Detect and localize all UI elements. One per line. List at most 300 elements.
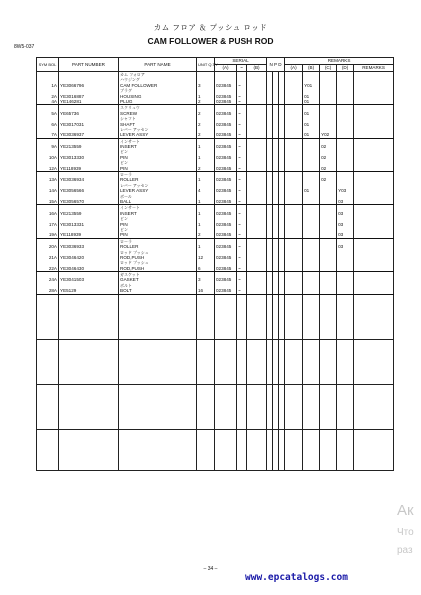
page-number: – 34 – xyxy=(203,566,218,572)
part-name-en: PIN xyxy=(120,221,128,227)
part-name-jp: ローラ xyxy=(120,172,132,178)
watermark-line-2: Что xyxy=(397,527,414,538)
qty-cell: 2 xyxy=(197,99,215,105)
empty-cell xyxy=(285,294,303,339)
table-row xyxy=(37,149,394,160)
serial-tilde-cell: ~ xyxy=(237,127,247,138)
table-row xyxy=(37,138,394,149)
remarks-cell xyxy=(354,250,394,261)
empty-cell xyxy=(354,294,394,339)
part-name-cell xyxy=(119,227,197,238)
remark-a-cell xyxy=(285,283,303,294)
remark-c-cell xyxy=(320,238,337,249)
remark-b-cell: 01 xyxy=(303,105,320,116)
empty-cell xyxy=(237,294,247,339)
remark-d-cell: 03 xyxy=(337,194,354,205)
remark-a-cell xyxy=(285,227,303,238)
empty-block xyxy=(37,429,394,470)
remark-c-cell: 02 xyxy=(320,172,337,183)
empty-cell xyxy=(337,294,354,339)
remark-c-cell xyxy=(320,183,337,194)
remark-a-cell xyxy=(285,72,303,89)
remark-a-cell xyxy=(285,183,303,194)
part-name-en: LEVER ASSY xyxy=(120,188,149,194)
remarks-cell xyxy=(354,283,394,294)
remark-b-cell xyxy=(303,172,320,183)
empty-cell xyxy=(354,339,394,384)
remark-c-cell xyxy=(320,216,337,227)
part-number-cell: YE3056566 xyxy=(59,183,119,194)
part-name-en: ROD,PUSH xyxy=(120,254,145,260)
table-row xyxy=(37,227,394,238)
remark-a-cell xyxy=(285,272,303,283)
part-number-cell: YE5129 xyxy=(59,283,119,294)
part-number-cell: YE213559 xyxy=(59,138,119,149)
remark-d-cell xyxy=(337,283,354,294)
remark-c-cell: 02 xyxy=(320,149,337,160)
serial-a-cell: 023845 xyxy=(215,99,237,105)
part-name-cell xyxy=(119,116,197,127)
qty-cell: 3 xyxy=(197,272,215,283)
remarks-cell xyxy=(354,272,394,283)
part-name-jp: ガスケット xyxy=(120,272,140,278)
part-name-jp: ボルト xyxy=(120,282,132,288)
table-row xyxy=(37,127,394,138)
remark-d-cell xyxy=(337,172,354,183)
serial-a-cell: 023845 xyxy=(215,149,237,160)
part-name-jp: スクリュウ xyxy=(120,105,140,111)
remark-c-cell xyxy=(320,116,337,127)
remark-c-cell xyxy=(320,88,337,99)
symbol-cell: 7A xyxy=(37,127,59,138)
qty-cell: 1 xyxy=(197,238,215,249)
symbol-cell: 12A xyxy=(37,160,59,171)
part-name-jp: ハウジング xyxy=(120,77,140,83)
col-rem-a: (A) xyxy=(285,65,303,72)
site-url[interactable]: www.epcatalogs.com xyxy=(245,572,348,583)
part-name-jp: レバー アッセン xyxy=(120,126,149,132)
symbol-cell: 4A xyxy=(37,99,59,105)
part-name-en: ROLLER xyxy=(120,244,139,250)
empty-cell xyxy=(59,384,119,429)
empty-cell xyxy=(320,384,337,429)
remarks-cell xyxy=(354,116,394,127)
part-name-cell xyxy=(119,160,197,171)
serial-a-cell: 023845 xyxy=(215,116,237,127)
col-rem-c: (C) xyxy=(320,65,337,72)
empty-cell xyxy=(119,384,197,429)
empty-cell xyxy=(320,339,337,384)
empty-cell xyxy=(320,429,337,470)
part-name-cell xyxy=(119,105,197,116)
empty-cell xyxy=(247,294,267,339)
table-row xyxy=(37,250,394,261)
serial-a-cell: 023845 xyxy=(215,72,237,89)
symbol-cell: 9A xyxy=(37,138,59,149)
serial-tilde-cell: ~ xyxy=(237,172,247,183)
serial-a-cell: 023845 xyxy=(215,172,237,183)
part-number-cell: YE3013330 xyxy=(59,149,119,160)
symbol-cell: 21A xyxy=(37,250,59,261)
qty-cell: 6 xyxy=(197,260,215,271)
remarks-cell xyxy=(354,160,394,171)
qty-cell: 3 xyxy=(197,72,215,89)
remark-b-cell xyxy=(303,283,320,294)
remark-c-cell xyxy=(320,227,337,238)
serial-tilde-cell: ~ xyxy=(237,116,247,127)
remark-c-cell xyxy=(320,194,337,205)
remark-a-cell xyxy=(285,88,303,99)
serial-b-cell xyxy=(247,149,267,160)
remark-b-cell xyxy=(303,216,320,227)
qty-cell: 1 xyxy=(197,172,215,183)
part-name-en: ROLLER xyxy=(120,177,139,183)
symbol-cell: 15A xyxy=(37,194,59,205)
symbol-cell: 20A xyxy=(37,238,59,249)
symbol-cell: 6A xyxy=(37,116,59,127)
empty-cell xyxy=(59,339,119,384)
remark-d-cell xyxy=(337,138,354,149)
remark-c-cell xyxy=(320,260,337,271)
remark-a-cell xyxy=(285,127,303,138)
remarks-cell xyxy=(354,205,394,216)
serial-a-cell: 023845 xyxy=(215,194,237,205)
remark-c-cell: Y02 xyxy=(320,127,337,138)
col-remarks: REMARKS xyxy=(354,65,394,72)
table-row xyxy=(37,216,394,227)
serial-tilde-cell: ~ xyxy=(237,205,247,216)
remark-b-cell: Y01 xyxy=(303,72,320,89)
serial-b-cell xyxy=(247,105,267,116)
empty-cell xyxy=(237,339,247,384)
part-name-en: SHAFT xyxy=(120,121,136,127)
remarks-cell xyxy=(354,127,394,138)
part-name-cell xyxy=(119,72,197,89)
serial-a-cell: 023845 xyxy=(215,260,237,271)
serial-a-cell: 023845 xyxy=(215,160,237,171)
qty-cell: 2 xyxy=(197,116,215,127)
qty-cell: 16 xyxy=(197,283,215,294)
part-name-cell xyxy=(119,250,197,261)
part-name-jp: インサート xyxy=(120,205,140,211)
serial-tilde-cell: ~ xyxy=(237,272,247,283)
empty-cell xyxy=(37,429,59,470)
part-number-cell: YE3036937 xyxy=(59,127,119,138)
remarks-cell xyxy=(354,72,394,89)
remarks-cell xyxy=(354,88,394,99)
symbol-cell: 13A xyxy=(37,172,59,183)
part-name-jp: ピン xyxy=(120,160,128,166)
part-name-cell xyxy=(119,183,197,194)
remark-a-cell xyxy=(285,260,303,271)
qty-cell: 1 xyxy=(197,194,215,205)
remarks-cell xyxy=(354,105,394,116)
watermark-line-3: раз xyxy=(397,545,413,556)
remark-d-cell xyxy=(337,127,354,138)
part-number-cell: YE118939 xyxy=(59,160,119,171)
col-part-number: PART NUMBER xyxy=(59,58,119,72)
serial-tilde-cell: ~ xyxy=(237,227,247,238)
serial-a-cell: 023845 xyxy=(215,138,237,149)
empty-block xyxy=(37,339,394,384)
empty-cell xyxy=(215,384,237,429)
remark-d-cell xyxy=(337,250,354,261)
serial-b-cell xyxy=(247,238,267,249)
serial-b-cell xyxy=(247,183,267,194)
empty-cell xyxy=(237,429,247,470)
empty-cell xyxy=(215,429,237,470)
part-name-cell xyxy=(119,238,197,249)
remarks-cell xyxy=(354,149,394,160)
remark-b-cell: 01 xyxy=(303,88,320,99)
empty-cell xyxy=(37,384,59,429)
symbol-cell: 5A xyxy=(37,105,59,116)
empty-cell xyxy=(247,339,267,384)
empty-cell xyxy=(285,339,303,384)
serial-b-cell xyxy=(247,72,267,89)
serial-a-cell: 023845 xyxy=(215,205,237,216)
serial-a-cell: 023845 xyxy=(215,183,237,194)
qty-cell: 1 xyxy=(197,138,215,149)
remarks-cell xyxy=(354,216,394,227)
serial-tilde-cell: ~ xyxy=(237,250,247,261)
part-name-jp: ローラ xyxy=(120,238,132,244)
table-row xyxy=(37,283,394,294)
part-name-cell xyxy=(119,172,197,183)
table-row xyxy=(37,160,394,171)
table-row xyxy=(37,116,394,127)
remark-c-cell xyxy=(320,250,337,261)
part-name-jp: ボール xyxy=(120,193,132,199)
serial-b-cell xyxy=(247,116,267,127)
remark-c-cell xyxy=(320,272,337,283)
serial-b-cell xyxy=(247,172,267,183)
remark-a-cell xyxy=(285,216,303,227)
remark-d-cell: 03 xyxy=(337,227,354,238)
serial-tilde-cell: ~ xyxy=(237,260,247,271)
serial-b-cell xyxy=(247,194,267,205)
remark-c-cell: 02 xyxy=(320,160,337,171)
part-name-en: SCREW xyxy=(120,110,138,116)
part-name-en: HOUSING xyxy=(120,93,142,99)
remark-b-cell xyxy=(303,227,320,238)
remark-c-cell: 02 xyxy=(320,138,337,149)
remarks-cell xyxy=(354,138,394,149)
table-row xyxy=(37,260,394,271)
symbol-cell: 19A xyxy=(37,227,59,238)
serial-b-cell xyxy=(247,227,267,238)
symbol-cell: 28A xyxy=(37,283,59,294)
part-number-cell: YE3036934 xyxy=(59,172,119,183)
remark-b-cell xyxy=(303,205,320,216)
remark-c-cell xyxy=(320,283,337,294)
remark-b-cell xyxy=(303,138,320,149)
remarks-cell xyxy=(354,172,394,183)
qty-cell: 1 xyxy=(197,88,215,99)
part-name-cell xyxy=(119,272,197,283)
symbol-cell: 1A xyxy=(37,72,59,89)
qty-cell: 2 xyxy=(197,160,215,171)
serial-tilde-cell: ~ xyxy=(237,183,247,194)
part-name-jp: ロッド プッシュ xyxy=(120,249,149,255)
qty-cell: 2 xyxy=(197,127,215,138)
empty-cell xyxy=(285,429,303,470)
remark-a-cell xyxy=(285,205,303,216)
serial-a-cell: 023845 xyxy=(215,238,237,249)
empty-cell xyxy=(37,294,59,339)
part-name-cell xyxy=(119,149,197,160)
empty-cell xyxy=(215,294,237,339)
part-number-cell: YE3017031 xyxy=(59,116,119,127)
serial-b-cell xyxy=(247,250,267,261)
qty-cell: 2 xyxy=(197,105,215,116)
symbol-cell: 22A xyxy=(37,260,59,271)
remark-c-cell xyxy=(320,72,337,89)
empty-block xyxy=(37,294,394,339)
empty-cell xyxy=(37,339,59,384)
empty-cell xyxy=(247,384,267,429)
serial-a-cell: 023845 xyxy=(215,272,237,283)
serial-tilde-cell: ~ xyxy=(237,160,247,171)
col-serial-tilde: ~ xyxy=(237,65,247,72)
serial-tilde-cell: ~ xyxy=(237,138,247,149)
part-name-jp: レバー アッセン xyxy=(120,182,149,188)
col-unit-qty: UNIT Q.TY xyxy=(197,58,215,72)
page-title: CAM FOLLOWER & PUSH ROD xyxy=(147,36,274,46)
doc-code: 8W5-037 xyxy=(14,44,35,50)
remark-b-cell xyxy=(303,160,320,171)
symbol-cell: 14A xyxy=(37,183,59,194)
remark-b-cell xyxy=(303,238,320,249)
part-name-cell xyxy=(119,260,197,271)
serial-b-cell xyxy=(247,127,267,138)
remark-a-cell xyxy=(285,172,303,183)
col-remarks-group: REMARKS xyxy=(285,58,394,65)
remark-d-cell xyxy=(337,116,354,127)
part-name-en: GASKET xyxy=(120,277,139,283)
remark-d-cell xyxy=(337,272,354,283)
remark-d-cell xyxy=(337,72,354,89)
remark-d-cell: 03 xyxy=(337,238,354,249)
serial-b-cell xyxy=(247,138,267,149)
remark-b-cell xyxy=(303,250,320,261)
remark-b-cell xyxy=(303,149,320,160)
part-number-cell: YE3046420 xyxy=(59,250,119,261)
empty-cell xyxy=(285,384,303,429)
part-number-cell: YE3036933 xyxy=(59,238,119,249)
part-name-en: PIN xyxy=(120,154,128,160)
part-number-cell: YE213559 xyxy=(59,205,119,216)
part-name-cell xyxy=(119,127,197,138)
remark-d-cell xyxy=(337,105,354,116)
table-row xyxy=(37,72,394,89)
empty-cell xyxy=(197,429,215,470)
part-name-cell xyxy=(119,194,197,205)
part-name-jp: シャフト xyxy=(120,116,136,122)
part-name-jp: ピン xyxy=(120,149,128,155)
serial-b-cell xyxy=(247,283,267,294)
serial-a-cell: 023845 xyxy=(215,127,237,138)
part-name-en: BALL xyxy=(120,199,132,204)
symbol-cell: 16A xyxy=(37,205,59,216)
serial-a-cell: 023845 xyxy=(215,227,237,238)
part-name-en: CAM FOLLOWER xyxy=(120,82,158,88)
remark-d-cell: Y03 xyxy=(337,183,354,194)
serial-tilde-cell: ~ xyxy=(237,88,247,99)
empty-cell xyxy=(337,384,354,429)
col-serial: SERIAL xyxy=(215,58,267,65)
serial-tilde-cell: ~ xyxy=(237,194,247,205)
empty-cell xyxy=(119,429,197,470)
part-number-cell: YE3016887 xyxy=(59,88,119,99)
remark-a-cell xyxy=(285,138,303,149)
empty-cell xyxy=(354,429,394,470)
serial-a-cell: 023845 xyxy=(215,216,237,227)
part-name-cell xyxy=(119,205,197,216)
remark-b-cell: 01 xyxy=(303,116,320,127)
remarks-cell xyxy=(354,238,394,249)
col-rem-b: (B) xyxy=(303,65,320,72)
serial-b-cell xyxy=(247,216,267,227)
part-name-jp: カム フォロア xyxy=(120,72,145,77)
col-sym: SYM BOL xyxy=(37,58,59,72)
table-row xyxy=(37,172,394,183)
part-name-jp: ピン xyxy=(120,216,128,222)
part-number-cell: YE146281 xyxy=(59,99,119,105)
empty-cell xyxy=(119,339,197,384)
remark-b-cell xyxy=(303,260,320,271)
empty-cell xyxy=(197,384,215,429)
table-row xyxy=(37,238,394,249)
symbol-cell: 2A xyxy=(37,88,59,99)
part-number-cell: YE3066796 xyxy=(59,72,119,89)
watermark-line-1: Ак xyxy=(397,502,414,519)
serial-tilde-cell: ~ xyxy=(237,72,247,89)
remarks-cell xyxy=(354,227,394,238)
serial-a-cell: 023845 xyxy=(215,250,237,261)
part-name-en: INSERT xyxy=(120,144,137,150)
remark-b-cell: 01 xyxy=(303,183,320,194)
table-row xyxy=(37,205,394,216)
part-name-jp: ロッド プッシュ xyxy=(120,260,149,266)
serial-a-cell: 023845 xyxy=(215,88,237,99)
serial-b-cell xyxy=(247,205,267,216)
empty-cell xyxy=(303,339,320,384)
qty-cell: 1 xyxy=(197,216,215,227)
part-name-en: PLUG xyxy=(120,98,133,104)
table-row xyxy=(37,88,394,99)
remark-d-cell xyxy=(337,160,354,171)
part-number-cell: YE118939 xyxy=(59,227,119,238)
table-row xyxy=(37,194,394,205)
remark-a-cell xyxy=(285,250,303,261)
part-name-en: INSERT xyxy=(120,210,137,216)
part-name-cell xyxy=(119,138,197,149)
remark-d-cell xyxy=(337,149,354,160)
serial-tilde-cell: ~ xyxy=(237,238,247,249)
remarks-cell xyxy=(354,183,394,194)
qty-cell: 12 xyxy=(197,250,215,261)
symbol-cell: 24A xyxy=(37,272,59,283)
col-rem-d: (D) xyxy=(337,65,354,72)
remark-b-cell: 01 xyxy=(303,127,320,138)
part-number-cell: YE65736 xyxy=(59,105,119,116)
parts-table xyxy=(36,57,394,471)
empty-cell xyxy=(119,294,197,339)
part-name-jp: インサート xyxy=(120,138,140,144)
qty-cell: 1 xyxy=(197,149,215,160)
remark-a-cell xyxy=(285,238,303,249)
